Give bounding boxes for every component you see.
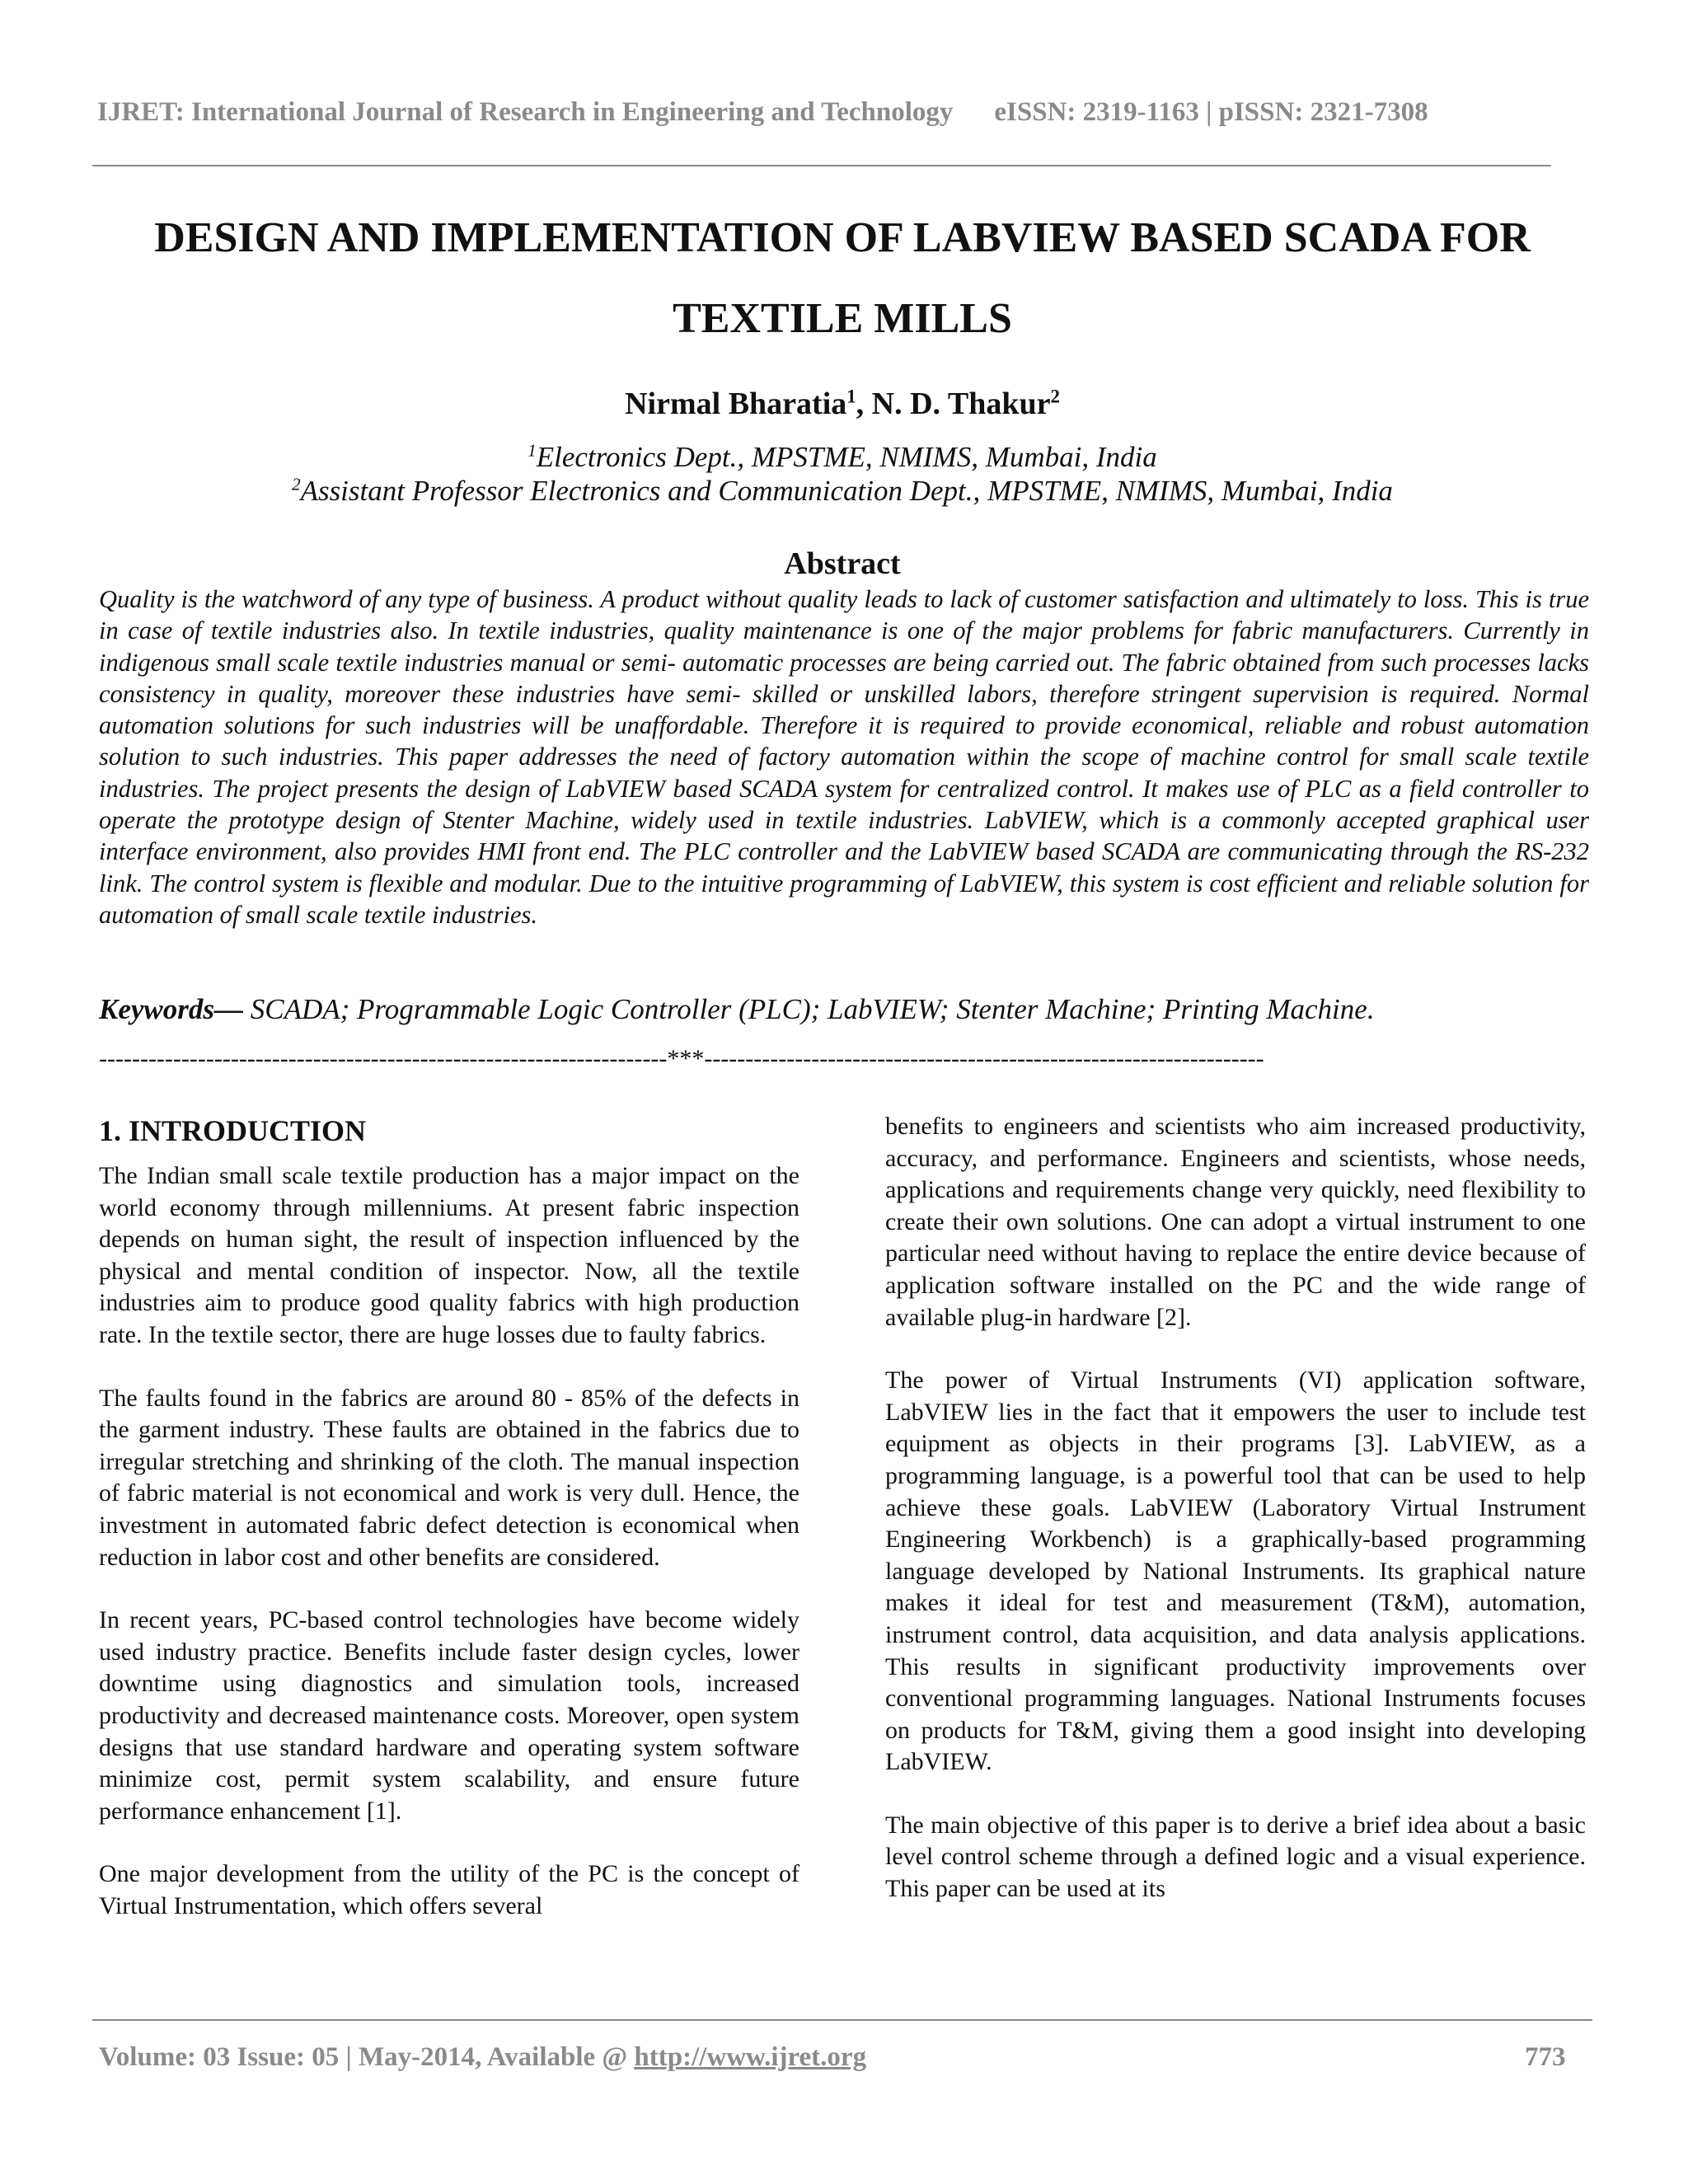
intro-paragraph-4: One major development from the utility of the PC is the concept of Virtual Instrumentation, which offers several: [99, 1860, 799, 1919]
section-heading-introduction: 1. INTRODUCTION: [99, 1114, 367, 1147]
keywords-text: SCADA; Programmable Logic Controller (PLC); LabVIEW; Stenter Machine; Printing Machine.: [243, 993, 1375, 1025]
author-1-marker: 1: [846, 386, 856, 407]
footer-volume: [99, 2042, 866, 2073]
footer-divider: [92, 2019, 1592, 2021]
abstract-text: Quality is the watchword of any type of business. A product without quality leads to lack of customer satisfaction and ultimately to loss. This is true in case of textile industries also. In textile industries, quality maintenance is one of the major problems for fabric manufacturers. Currently in indigenous small scale textile industries manual or semi- automatic processes are being carried out. The fabric obtained from such processes lacks consistency in quality, moreover these industries have semi- skilled or unskilled labors, therefore stringent supervision is required. Normal automation solutions for such industries will be unaffordable. Therefore it is required to provide economical, reliable and robust automation solution to such industries. This paper addresses the need of factory automation within the scope of machine control for small scale textile industries. The project presents the design of LabVIEW based SCADA system for centralized control. It makes use of PLC as a field controller to operate the prototype design of Stenter Machine, widely used in textile industries. LabVIEW, which is a commonly accepted graphical user interface environment, also provides HMI front end. The PLC controller and the LabVIEW based SCADA are communicating through the RS-232 link. The control system is flexible and modular. Due to the intuitive programming of LabVIEW, this system is cost efficient and reliable solution for automation of small scale textile industries.: [99, 585, 1589, 929]
affiliation-1-marker: 1: [528, 440, 537, 461]
intro-paragraph-1: The Indian small scale textile production has a major impact on the world economy through millenniums. At present fabric inspection depends on human sight, the result of inspection influenced by the physical and mental condition of inspector. Now, all the textile industries aim to produce good quality fabrics with high production rate. In the textile sector, there are huge losses due to faulty fabrics.: [99, 1162, 799, 1348]
affiliation-1-text: Electronics Dept., MPSTME, NMIMS, Mumbai, India: [536, 441, 1157, 473]
intro-paragraph-5: benefits to engineers and scientists who aim increased productivity, accuracy, and performance. Engineers and scientists, whose needs, applications and requirements change very quickly, need flexibility to create their own solutions. One can adopt a virtual instrument to one particular need without having to replace the entire device because of application software installed on the PC and the wide range of available plug-in hardware [2].: [885, 1113, 1586, 1331]
right-column: [885, 1111, 1586, 1937]
abstract-heading: Abstract: [784, 546, 901, 581]
left-column: [99, 1113, 799, 1953]
section-separator: ---------------------------------------------------------------------***--------------------------------------------------------------------: [99, 1045, 1264, 1072]
running-header: [97, 97, 1523, 128]
affiliation-1: [92, 441, 1592, 474]
keywords: [99, 993, 1589, 1026]
title-line-1: DESIGN AND IMPLEMENTATION OF LABVIEW BASED SCADA FOR: [154, 214, 1531, 261]
affiliation-2: [92, 475, 1592, 508]
author-1: Nirmal Bharatia: [625, 387, 847, 421]
intro-paragraph-2: The faults found in the fabrics are around 80 - 85% of the defects in the garment industry. These faults are obtained in the fabrics due to irregular stretching and shrinking of the cloth. The manual inspection of fabric material is not economical and work is very dull. Hence, the investment in automated fabric defect detection is economical when reduction in labor cost and other benefits are considered.: [99, 1384, 799, 1571]
issn: eISSN: 2319-1163 | pISSN: 2321-7308: [994, 97, 1428, 127]
footer-volume-text: Volume: 03 Issue: 05 | May-2014, Available @: [99, 2042, 635, 2072]
affiliation-2-marker: 2: [292, 474, 301, 494]
author-separator: ,: [856, 387, 872, 421]
author-2: N. D. Thakur: [871, 387, 1051, 421]
title-line-2: TEXTILE MILLS: [673, 295, 1012, 342]
header-divider: [92, 165, 1551, 166]
affiliation-2-text: Assistant Professor Electronics and Communication Dept., MPSTME, NMIMS, Mumbai, India: [300, 475, 1393, 507]
paper-title: [92, 198, 1592, 359]
intro-paragraph-3: In recent years, PC-based control technologies have become widely used industry practice. Benefits include faster design cycles, lower downtime using diagnostics and simulation tools, increased productivity and decreased maintenance costs. Moreover, open system designs that use standard hardware and operating system software minimize cost, permit system scalability, and ensure future performance enhancement [1].: [99, 1606, 799, 1825]
keywords-label: Keywords—: [99, 993, 243, 1025]
intro-paragraph-6: The power of Virtual Instruments (VI) application software, LabVIEW lies in the fact that it empowers the user to include test equipment as objects in their programs [3]. LabVIEW, as a programming language, is a powerful tool that can be used to help achieve these goals. LabVIEW (Laboratory Virtual Instrument Engineering Workbench) is a graphically-based programming language developed by National Instruments. Its graphical nature makes it ideal for test and measurement (T&M), automation, instrument control, data acquisition, and data analysis applications. This results in significant productivity improvements over conventional programming languages. National Instruments focuses on products for T&M, giving them a good insight into developing LabVIEW.: [885, 1366, 1586, 1776]
journal-name: IJRET: International Journal of Research in Engineering and Technology: [97, 97, 954, 127]
authors: [92, 386, 1592, 422]
author-2-marker: 2: [1050, 386, 1060, 407]
journal-link[interactable]: http://www.ijret.org: [634, 2042, 867, 2072]
page-number: 773: [1525, 2042, 1566, 2072]
intro-paragraph-7: The main objective of this paper is to derive a brief idea about a basic level control scheme through a defined logic and a visual experience. This paper can be used at its: [885, 1811, 1586, 1903]
